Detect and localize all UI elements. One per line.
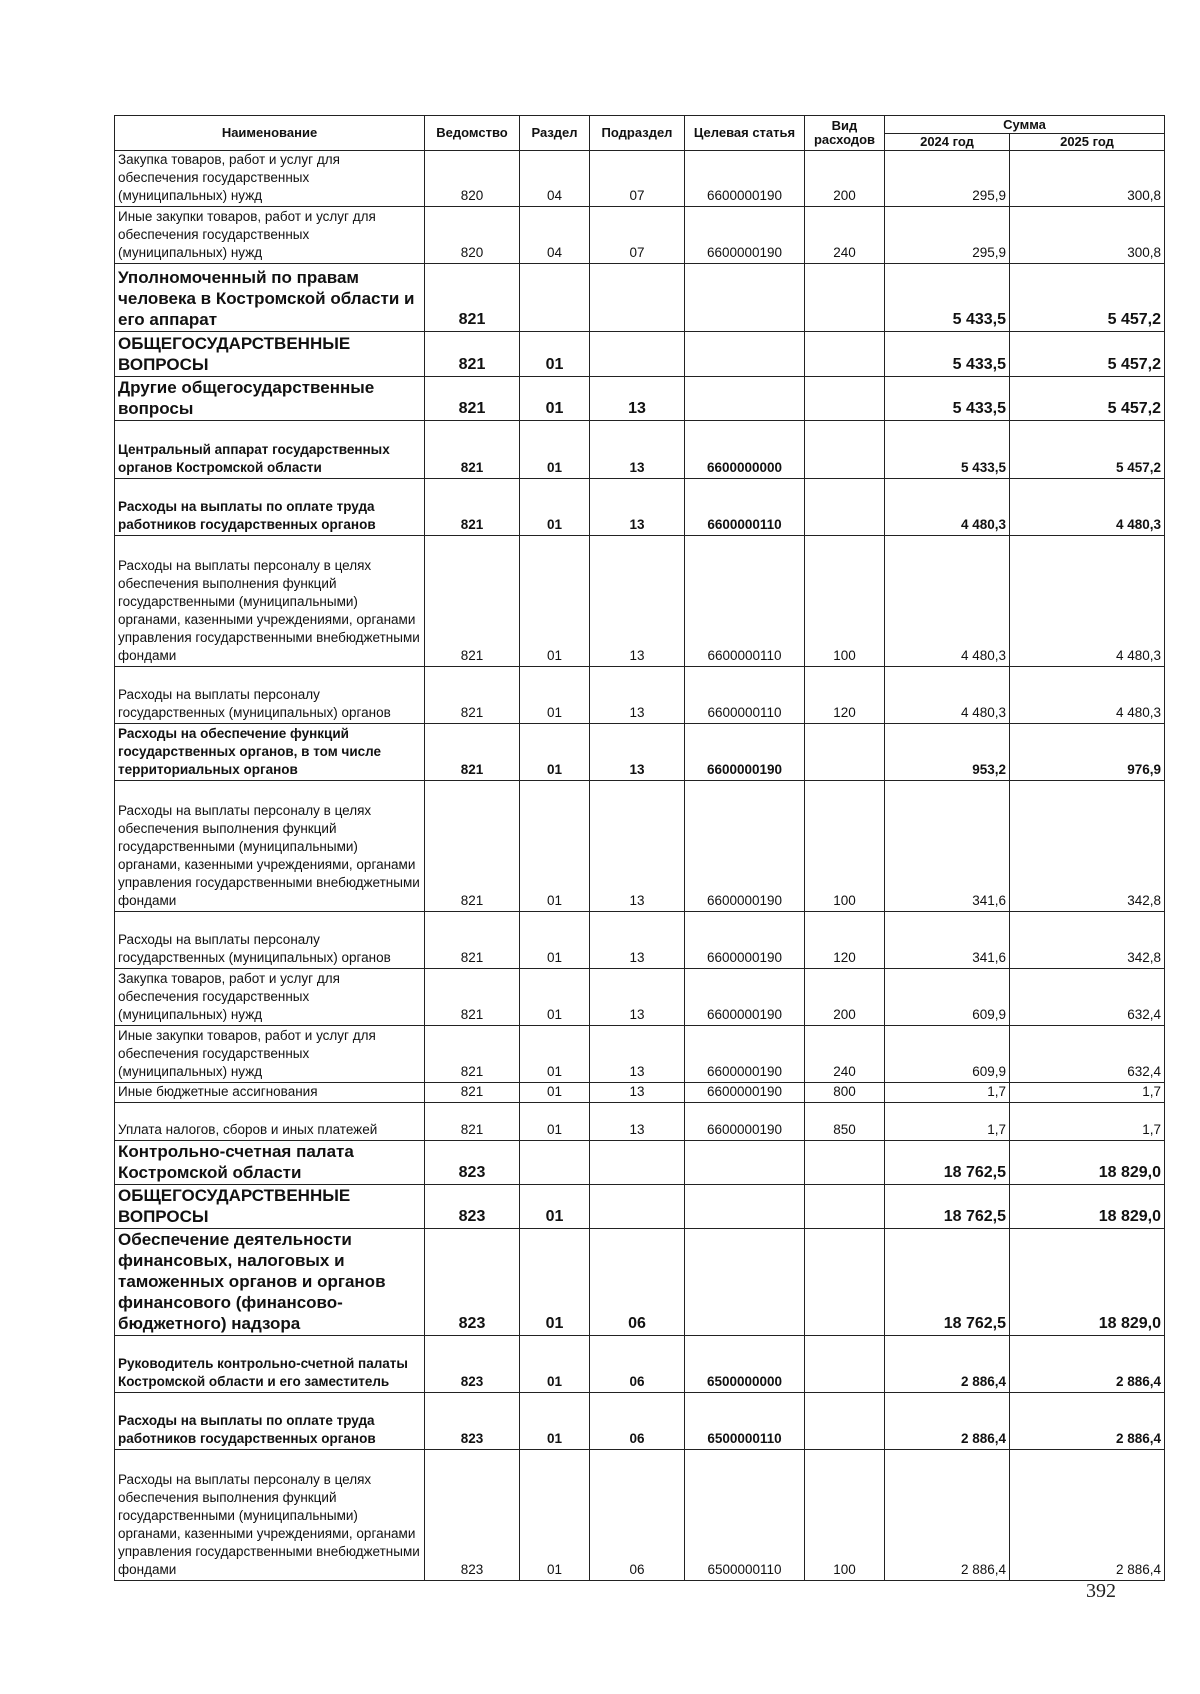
row-vid: 800 xyxy=(805,1083,885,1103)
row-sum-2024: 5 433,5 xyxy=(885,377,1010,421)
row-target: 6500000110 xyxy=(685,1450,805,1581)
header-target: Целевая статья xyxy=(685,116,805,151)
row-vid: 120 xyxy=(805,912,885,969)
row-target xyxy=(685,264,805,332)
row-podrazdel: 13 xyxy=(590,1026,685,1083)
row-vedomstvo: 821 xyxy=(425,421,520,479)
row-sum-2025: 2 886,4 xyxy=(1010,1393,1165,1450)
row-vid xyxy=(805,1185,885,1229)
row-vid xyxy=(805,1336,885,1393)
row-podrazdel: 13 xyxy=(590,1083,685,1103)
row-sum-2025: 300,8 xyxy=(1010,151,1165,207)
row-vedomstvo: 821 xyxy=(425,969,520,1026)
row-podrazdel: 13 xyxy=(590,912,685,969)
row-sum-2025: 1,7 xyxy=(1010,1083,1165,1103)
row-name: Иные закупки товаров, работ и услуг для обеспечения государственных (муниципальных) нужд xyxy=(115,207,425,264)
row-podrazdel: 06 xyxy=(590,1393,685,1450)
row-sum-2025: 5 457,2 xyxy=(1010,332,1165,377)
row-razdel: 01 xyxy=(520,421,590,479)
row-sum-2024: 609,9 xyxy=(885,969,1010,1026)
row-vedomstvo: 823 xyxy=(425,1185,520,1229)
row-sum-2024: 953,2 xyxy=(885,724,1010,781)
row-vedomstvo: 821 xyxy=(425,1103,520,1141)
row-vedomstvo: 823 xyxy=(425,1450,520,1581)
row-name: ОБЩЕГОСУДАРСТВЕННЫЕ ВОПРОСЫ xyxy=(115,1185,425,1229)
row-target: 6600000190 xyxy=(685,912,805,969)
row-sum-2024: 2 886,4 xyxy=(885,1450,1010,1581)
row-podrazdel xyxy=(590,1185,685,1229)
row-name: Иные бюджетные ассигнования xyxy=(115,1083,425,1103)
row-vid xyxy=(805,724,885,781)
row-vid: 100 xyxy=(805,1450,885,1581)
row-vid xyxy=(805,264,885,332)
row-name: Другие общегосударственные вопросы xyxy=(115,377,425,421)
row-podrazdel: 07 xyxy=(590,151,685,207)
row-target xyxy=(685,1185,805,1229)
row-podrazdel xyxy=(590,332,685,377)
row-podrazdel xyxy=(590,1141,685,1185)
row-sum-2025: 342,8 xyxy=(1010,781,1165,912)
row-target xyxy=(685,1229,805,1336)
row-razdel: 01 xyxy=(520,781,590,912)
row-sum-2025: 342,8 xyxy=(1010,912,1165,969)
row-podrazdel: 13 xyxy=(590,377,685,421)
row-razdel: 01 xyxy=(520,1450,590,1581)
row-target: 6600000190 xyxy=(685,151,805,207)
row-razdel: 04 xyxy=(520,151,590,207)
row-name: Уполномоченный по правам человека в Костромской области и его аппарат xyxy=(115,264,425,332)
row-podrazdel: 06 xyxy=(590,1229,685,1336)
row-sum-2025: 976,9 xyxy=(1010,724,1165,781)
row-target: 6600000190 xyxy=(685,969,805,1026)
row-sum-2025: 4 480,3 xyxy=(1010,667,1165,724)
row-sum-2024: 5 433,5 xyxy=(885,264,1010,332)
row-name: Расходы на выплаты персоналу государственных (муниципальных) органов xyxy=(115,912,425,969)
row-name: Расходы на выплаты персоналу в целях обеспечения выполнения функций государственными (муниципальными) органами, казенными учреждениями, органами управления государственными внебюджетными фондами xyxy=(115,781,425,912)
row-razdel: 01 xyxy=(520,969,590,1026)
row-razdel: 01 xyxy=(520,667,590,724)
row-vedomstvo: 820 xyxy=(425,151,520,207)
header-podrazdel: Подраздел xyxy=(590,116,685,151)
row-name: Руководитель контрольно-счетной палаты Костромской области и его заместитель xyxy=(115,1336,425,1393)
row-vid xyxy=(805,421,885,479)
row-target xyxy=(685,377,805,421)
row-razdel: 01 xyxy=(520,1083,590,1103)
row-sum-2025: 5 457,2 xyxy=(1010,377,1165,421)
row-vedomstvo: 821 xyxy=(425,912,520,969)
row-target: 6600000190 xyxy=(685,1026,805,1083)
row-podrazdel: 13 xyxy=(590,781,685,912)
row-vid: 200 xyxy=(805,969,885,1026)
row-sum-2025: 300,8 xyxy=(1010,207,1165,264)
row-name: Закупка товаров, работ и услуг для обеспечения государственных (муниципальных) нужд xyxy=(115,969,425,1026)
row-sum-2025: 18 829,0 xyxy=(1010,1229,1165,1336)
row-vid: 240 xyxy=(805,207,885,264)
row-razdel xyxy=(520,264,590,332)
row-name: Контрольно-счетная палата Костромской области xyxy=(115,1141,425,1185)
row-sum-2024: 1,7 xyxy=(885,1083,1010,1103)
row-vid xyxy=(805,1229,885,1336)
row-sum-2024: 4 480,3 xyxy=(885,479,1010,536)
header-2024: 2024 год xyxy=(885,134,1010,151)
header-2025: 2025 год xyxy=(1010,134,1165,151)
header-vedomstvo: Ведомство xyxy=(425,116,520,151)
header-razdel: Раздел xyxy=(520,116,590,151)
row-sum-2025: 5 457,2 xyxy=(1010,421,1165,479)
row-razdel: 01 xyxy=(520,1103,590,1141)
row-sum-2024: 341,6 xyxy=(885,781,1010,912)
row-sum-2025: 2 886,4 xyxy=(1010,1336,1165,1393)
row-target xyxy=(685,1141,805,1185)
row-name: Уплата налогов, сборов и иных платежей xyxy=(115,1103,425,1141)
row-vid xyxy=(805,1393,885,1450)
row-podrazdel: 13 xyxy=(590,421,685,479)
row-vedomstvo: 823 xyxy=(425,1229,520,1336)
row-name: Центральный аппарат государственных органов Костромской области xyxy=(115,421,425,479)
row-sum-2024: 18 762,5 xyxy=(885,1229,1010,1336)
budget-sheet xyxy=(114,115,1164,1581)
row-razdel: 01 xyxy=(520,1185,590,1229)
row-sum-2025: 4 480,3 xyxy=(1010,536,1165,667)
row-vid: 200 xyxy=(805,151,885,207)
row-vedomstvo: 823 xyxy=(425,1336,520,1393)
row-razdel: 01 xyxy=(520,1026,590,1083)
row-name: Расходы на выплаты персоналу в целях обеспечения выполнения функций государственными (муниципальными) органами, казенными учреждениями, органами управления государственными внебюджетными фондами xyxy=(115,1450,425,1581)
row-razdel: 04 xyxy=(520,207,590,264)
row-razdel: 01 xyxy=(520,479,590,536)
row-sum-2024: 2 886,4 xyxy=(885,1393,1010,1450)
row-podrazdel: 13 xyxy=(590,969,685,1026)
row-target: 6500000000 xyxy=(685,1336,805,1393)
row-podrazdel: 13 xyxy=(590,536,685,667)
row-razdel: 01 xyxy=(520,1336,590,1393)
row-podrazdel xyxy=(590,264,685,332)
row-sum-2025: 18 829,0 xyxy=(1010,1141,1165,1185)
row-vid xyxy=(805,1141,885,1185)
row-sum-2024: 1,7 xyxy=(885,1103,1010,1141)
row-target: 6600000110 xyxy=(685,479,805,536)
row-name: Расходы на обеспечение функций государственных органов, в том числе территориальных органов xyxy=(115,724,425,781)
row-target: 6600000190 xyxy=(685,724,805,781)
row-vid: 100 xyxy=(805,536,885,667)
row-sum-2025: 632,4 xyxy=(1010,969,1165,1026)
row-vedomstvo: 821 xyxy=(425,667,520,724)
row-target: 6600000190 xyxy=(685,1083,805,1103)
row-vedomstvo: 821 xyxy=(425,264,520,332)
row-razdel: 01 xyxy=(520,377,590,421)
row-vid: 850 xyxy=(805,1103,885,1141)
header-name: Наименование xyxy=(115,116,425,151)
row-name: Расходы на выплаты персоналу в целях обеспечения выполнения функций государственными (муниципальными) органами, казенными учреждениями, органами управления государственными внебюджетными фондами xyxy=(115,536,425,667)
row-vedomstvo: 821 xyxy=(425,332,520,377)
row-sum-2024: 18 762,5 xyxy=(885,1141,1010,1185)
row-vedomstvo: 821 xyxy=(425,781,520,912)
row-vedomstvo: 821 xyxy=(425,479,520,536)
budget-table xyxy=(114,115,1165,1581)
row-podrazdel: 06 xyxy=(590,1336,685,1393)
row-podrazdel: 13 xyxy=(590,1103,685,1141)
row-vid: 120 xyxy=(805,667,885,724)
row-name: Обеспечение деятельности финансовых, налоговых и таможенных органов и органов финансового (финансово-бюджетного) надзора xyxy=(115,1229,425,1336)
row-name: Иные закупки товаров, работ и услуг для обеспечения государственных (муниципальных) нужд xyxy=(115,1026,425,1083)
row-sum-2024: 295,9 xyxy=(885,207,1010,264)
row-vedomstvo: 821 xyxy=(425,1026,520,1083)
row-target: 6600000110 xyxy=(685,667,805,724)
row-sum-2024: 5 433,5 xyxy=(885,332,1010,377)
row-vedomstvo: 820 xyxy=(425,207,520,264)
row-sum-2024: 341,6 xyxy=(885,912,1010,969)
row-vid: 100 xyxy=(805,781,885,912)
row-vedomstvo: 823 xyxy=(425,1141,520,1185)
row-razdel: 01 xyxy=(520,332,590,377)
row-vedomstvo: 821 xyxy=(425,377,520,421)
row-sum-2024: 18 762,5 xyxy=(885,1185,1010,1229)
row-podrazdel: 13 xyxy=(590,667,685,724)
row-name: Расходы на выплаты персоналу государственных (муниципальных) органов xyxy=(115,667,425,724)
row-vid xyxy=(805,332,885,377)
row-target: 6600000000 xyxy=(685,421,805,479)
row-razdel xyxy=(520,1141,590,1185)
row-razdel: 01 xyxy=(520,1229,590,1336)
row-sum-2025: 5 457,2 xyxy=(1010,264,1165,332)
row-sum-2024: 609,9 xyxy=(885,1026,1010,1083)
row-target: 6600000110 xyxy=(685,536,805,667)
row-razdel: 01 xyxy=(520,536,590,667)
row-sum-2024: 4 480,3 xyxy=(885,667,1010,724)
row-sum-2024: 5 433,5 xyxy=(885,421,1010,479)
row-sum-2025: 1,7 xyxy=(1010,1103,1165,1141)
row-target: 6600000190 xyxy=(685,207,805,264)
row-podrazdel: 07 xyxy=(590,207,685,264)
row-vid xyxy=(805,377,885,421)
header-vid: Вид расходов xyxy=(805,116,885,151)
row-vedomstvo: 821 xyxy=(425,724,520,781)
page-number: 392 xyxy=(1086,1580,1116,1602)
row-target: 6500000110 xyxy=(685,1393,805,1450)
row-name: Закупка товаров, работ и услуг для обеспечения государственных (муниципальных) нужд xyxy=(115,151,425,207)
row-razdel: 01 xyxy=(520,724,590,781)
row-name: ОБЩЕГОСУДАРСТВЕННЫЕ ВОПРОСЫ xyxy=(115,332,425,377)
row-podrazdel: 13 xyxy=(590,479,685,536)
row-podrazdel: 06 xyxy=(590,1450,685,1581)
row-vedomstvo: 823 xyxy=(425,1393,520,1450)
row-podrazdel: 13 xyxy=(590,724,685,781)
row-razdel: 01 xyxy=(520,912,590,969)
row-sum-2025: 18 829,0 xyxy=(1010,1185,1165,1229)
row-sum-2024: 2 886,4 xyxy=(885,1336,1010,1393)
row-target: 6600000190 xyxy=(685,781,805,912)
row-name: Расходы на выплаты по оплате труда работников государственных органов xyxy=(115,479,425,536)
row-sum-2025: 2 886,4 xyxy=(1010,1450,1165,1581)
header-sum: Сумма xyxy=(885,116,1165,134)
row-sum-2025: 4 480,3 xyxy=(1010,479,1165,536)
row-vid xyxy=(805,479,885,536)
row-name: Расходы на выплаты по оплате труда работников государственных органов xyxy=(115,1393,425,1450)
row-sum-2024: 295,9 xyxy=(885,151,1010,207)
row-sum-2025: 632,4 xyxy=(1010,1026,1165,1083)
row-vedomstvo: 821 xyxy=(425,1083,520,1103)
row-sum-2024: 4 480,3 xyxy=(885,536,1010,667)
row-vid: 240 xyxy=(805,1026,885,1083)
row-target: 6600000190 xyxy=(685,1103,805,1141)
row-razdel: 01 xyxy=(520,1393,590,1450)
row-target xyxy=(685,332,805,377)
row-vedomstvo: 821 xyxy=(425,536,520,667)
